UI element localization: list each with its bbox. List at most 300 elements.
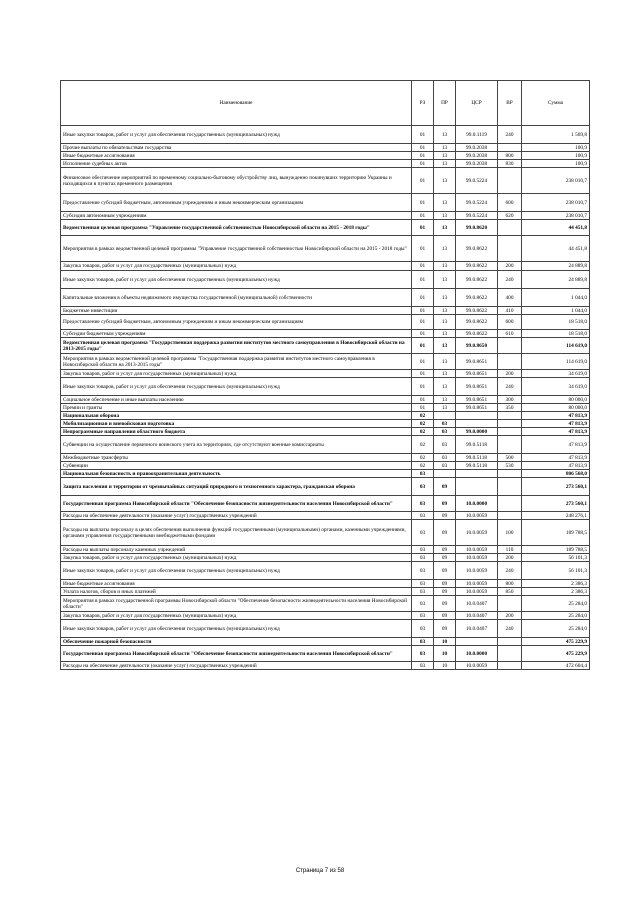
cell-csr: 99.0.8622	[456, 307, 498, 315]
cell-csr: 10.0.0059	[456, 562, 498, 580]
cell-rz: 02	[412, 462, 434, 470]
cell-sum: 1 569,8	[522, 126, 590, 144]
header-pr: ПР	[434, 81, 456, 126]
cell-rz: 03	[412, 662, 434, 670]
cell-csr: 10.0.0059	[456, 580, 498, 588]
cell-pr: 13	[434, 396, 456, 404]
table-row	[61, 144, 590, 152]
cell-rz: 03	[412, 596, 434, 612]
cell-sum: 56 101,3	[522, 554, 590, 562]
table-row	[61, 546, 590, 554]
cell-name: Финансовое обеспечение мероприятий по временному социально-бытовому обустройству лиц, вынужденно покинувших территорию Украины и находящихся в пунктах временного размещения	[61, 168, 412, 194]
table-row	[61, 462, 590, 470]
cell-rz: 02	[412, 428, 434, 436]
cell-csr: 99.0.8651	[456, 354, 498, 370]
cell-vr: 240	[498, 620, 522, 638]
cell-sum: 238 010,7	[522, 168, 590, 194]
cell-sum: 18 518,0	[522, 315, 590, 330]
cell-sum: 472 604,4	[522, 662, 590, 670]
cell-csr: 99.0.8651	[456, 370, 498, 378]
cell-pr: 09	[434, 520, 456, 546]
cell-pr: 03	[434, 420, 456, 428]
cell-pr: 09	[434, 554, 456, 562]
cell-pr: 09	[434, 580, 456, 588]
table-row	[61, 588, 590, 596]
table-row	[61, 262, 590, 271]
cell-csr: 99.0.5118	[456, 436, 498, 454]
cell-sum: 47 813,9	[522, 462, 590, 470]
cell-pr	[434, 412, 456, 420]
cell-csr: 99.0.1119	[456, 126, 498, 144]
cell-rz: 01	[412, 404, 434, 412]
cell-pr: 09	[434, 496, 456, 512]
cell-pr: 13	[434, 330, 456, 338]
cell-rz: 01	[412, 370, 434, 378]
cell-csr: 99.0.5118	[456, 454, 498, 462]
cell-sum: 475 229,9	[522, 638, 590, 646]
cell-csr: 99.0.8651	[456, 378, 498, 396]
cell-rz: 01	[412, 378, 434, 396]
table-row	[61, 612, 590, 620]
table-row	[61, 454, 590, 462]
cell-name: Ведомственная целевая программа "Управление государственной собственностью Новосибирской области на 2015 - 2018 годы"	[61, 220, 412, 236]
cell-rz: 01	[412, 194, 434, 212]
cell-name: Ведомственная целевая программа "Государственная поддержка развития институтов местного самоуправления в Новосибирской области на 2013-2015 годы"	[61, 338, 412, 354]
cell-rz: 01	[412, 144, 434, 152]
cell-csr: 99.0.5118	[456, 462, 498, 470]
cell-vr	[498, 436, 522, 454]
cell-csr: 10.0.0000	[456, 496, 498, 512]
table-row	[61, 520, 590, 546]
table-row	[61, 168, 590, 194]
cell-csr: 10.0.0000	[456, 646, 498, 662]
cell-rz: 02	[412, 420, 434, 428]
cell-vr: 240	[498, 126, 522, 144]
cell-name: Непрограммные направления областного бюджета	[61, 428, 412, 436]
cell-vr: 610	[498, 330, 522, 338]
table-row	[61, 470, 590, 478]
cell-pr: 13	[434, 160, 456, 168]
cell-pr: 10	[434, 662, 456, 670]
cell-rz: 01	[412, 354, 434, 370]
cell-sum: 25 284,0	[522, 612, 590, 620]
table-row	[61, 428, 590, 436]
cell-vr	[498, 236, 522, 262]
table-row	[61, 420, 590, 428]
cell-sum: 47 813,9	[522, 436, 590, 454]
table-row	[61, 271, 590, 289]
cell-rz: 02	[412, 454, 434, 462]
cell-name: Расходы на выплаты персоналу в целях обеспечения выполнения функций государственными (муниципальными) органами, казенными учреждениями, органами управления государственными внебюджетными фондами	[61, 520, 412, 546]
table-row	[61, 370, 590, 378]
cell-name: Предоставление субсидий бюджетным, автономным учреждениям и иным некоммерческим организациям	[61, 194, 412, 212]
cell-rz: 02	[412, 412, 434, 420]
budget-table	[60, 80, 590, 670]
cell-sum: 189 788,5	[522, 546, 590, 554]
cell-rz: 03	[412, 612, 434, 620]
cell-vr	[498, 412, 522, 420]
cell-name: Защита населения и территории от чрезвычайных ситуаций природного и техногенного характера, гражданская оборона	[61, 478, 412, 496]
table-row	[61, 412, 590, 420]
cell-csr: 99.0.5224	[456, 194, 498, 212]
cell-pr: 09	[434, 546, 456, 554]
cell-sum: 47 813,9	[522, 454, 590, 462]
cell-pr: 09	[434, 620, 456, 638]
table-row	[61, 194, 590, 212]
cell-csr	[456, 478, 498, 496]
cell-vr	[498, 470, 522, 478]
table-row	[61, 354, 590, 370]
cell-vr: 240	[498, 378, 522, 396]
cell-rz: 01	[412, 236, 434, 262]
cell-sum: 47 813,9	[522, 420, 590, 428]
cell-rz: 02	[412, 436, 434, 454]
cell-sum: 34 619,0	[522, 378, 590, 396]
cell-pr: 13	[434, 338, 456, 354]
cell-pr: 13	[434, 354, 456, 370]
cell-pr: 13	[434, 404, 456, 412]
cell-name: Уплата налогов, сборов и иных платежей	[61, 588, 412, 596]
cell-rz: 03	[412, 646, 434, 662]
cell-csr: 99.0.0000	[456, 428, 498, 436]
cell-rz: 03	[412, 562, 434, 580]
header-name: Наименование	[61, 81, 412, 126]
cell-vr: 850	[498, 588, 522, 596]
cell-rz: 01	[412, 396, 434, 404]
cell-pr: 03	[434, 462, 456, 470]
header-rz: РЗ	[412, 81, 434, 126]
cell-sum: 44 451,8	[522, 220, 590, 236]
cell-sum: 2 386,3	[522, 588, 590, 596]
cell-csr: 99.0.2038	[456, 152, 498, 160]
table-row	[61, 554, 590, 562]
cell-sum: 47 813,9	[522, 428, 590, 436]
cell-pr: 13	[434, 307, 456, 315]
cell-name: Бюджетные инвестиции	[61, 307, 412, 315]
cell-pr: 10	[434, 638, 456, 646]
cell-vr	[498, 646, 522, 662]
cell-csr: 99.0.8651	[456, 404, 498, 412]
cell-name: Национальная безопасность и правоохранительная деятельность	[61, 470, 412, 478]
cell-name: Субсидии автономным учреждениям	[61, 212, 412, 220]
cell-vr: 200	[498, 262, 522, 271]
cell-name: Закупка товаров, работ и услуг для государственных (муниципальных) нужд	[61, 370, 412, 378]
cell-vr: 400	[498, 289, 522, 307]
cell-csr	[456, 412, 498, 420]
cell-rz: 01	[412, 262, 434, 271]
cell-vr	[498, 354, 522, 370]
cell-rz: 01	[412, 271, 434, 289]
cell-vr: 110	[498, 546, 522, 554]
cell-csr: 99.0.2038	[456, 144, 498, 152]
cell-vr: 800	[498, 152, 522, 160]
cell-name: Иные закупки товаров, работ и услуг для обеспечения государственных (муниципальных) нужд	[61, 126, 412, 144]
table-row	[61, 404, 590, 412]
table-row	[61, 378, 590, 396]
cell-pr: 13	[434, 370, 456, 378]
cell-name: Мероприятия в рамках ведомственной целевой программы "Государственная поддержка развития институтов местного самоуправления в Новосибирской области на 2013-2015 годы"	[61, 354, 412, 370]
cell-rz: 01	[412, 126, 434, 144]
cell-vr: 200	[498, 370, 522, 378]
table-row	[61, 236, 590, 262]
table-row	[61, 289, 590, 307]
cell-rz: 01	[412, 212, 434, 220]
cell-sum: 1 044,0	[522, 307, 590, 315]
cell-vr	[498, 144, 522, 152]
cell-rz: 03	[412, 620, 434, 638]
cell-name: Закупка товаров, работ и услуг для государственных (муниципальных) нужд	[61, 612, 412, 620]
cell-rz: 03	[412, 520, 434, 546]
cell-pr: 13	[434, 236, 456, 262]
table-row	[61, 478, 590, 496]
cell-rz: 03	[412, 496, 434, 512]
cell-csr: 99.0.8651	[456, 396, 498, 404]
cell-vr: 410	[498, 307, 522, 315]
cell-name: Государственная программа Новосибирской области "Обеспечение безопасности жизнедеятельности населения Новосибирской области"	[61, 646, 412, 662]
cell-vr: 350	[498, 404, 522, 412]
table-row	[61, 512, 590, 520]
table-row	[61, 152, 590, 160]
cell-vr: 530	[498, 462, 522, 470]
cell-pr: 13	[434, 289, 456, 307]
cell-name: Национальная оборона	[61, 412, 412, 420]
cell-vr: 240	[498, 562, 522, 580]
cell-vr	[498, 428, 522, 436]
header-csr: ЦСР	[456, 81, 498, 126]
cell-vr: 300	[498, 396, 522, 404]
cell-pr: 09	[434, 478, 456, 496]
cell-sum: 2 386,3	[522, 580, 590, 588]
cell-vr: 830	[498, 160, 522, 168]
cell-vr	[498, 420, 522, 428]
cell-name: Субсидии бюджетным учреждениям	[61, 330, 412, 338]
cell-name: Субвенции на осуществление первичного воинского учета на территориях, где отсутствуют военные комиссариаты	[61, 436, 412, 454]
cell-csr: 10.0.0059	[456, 588, 498, 596]
cell-rz: 01	[412, 220, 434, 236]
cell-pr: 09	[434, 562, 456, 580]
header-vr: ВР	[498, 81, 522, 126]
table-row	[61, 562, 590, 580]
cell-csr: 99.0.8622	[456, 289, 498, 307]
cell-name: Прочие выплаты по обязательствам государства	[61, 144, 412, 152]
cell-name: Мероприятия в рамках ведомственной целевой программы "Управление государственной собственностью Новосибирской области на 2015 - 2018 годы"	[61, 236, 412, 262]
cell-sum: 47 813,9	[522, 412, 590, 420]
cell-pr: 09	[434, 612, 456, 620]
table-body	[61, 126, 590, 670]
cell-pr: 13	[434, 262, 456, 271]
cell-sum: 80 000,0	[522, 396, 590, 404]
page-number: Страница 7 из 58	[295, 868, 345, 874]
cell-csr	[456, 470, 498, 478]
cell-csr: 99.0.8622	[456, 271, 498, 289]
table-row	[61, 315, 590, 330]
cell-vr	[498, 512, 522, 520]
table-row	[61, 620, 590, 638]
cell-sum: 114 619,0	[522, 354, 590, 370]
cell-name: Иные закупки товаров, работ и услуг для обеспечения государственных (муниципальных) нужд	[61, 620, 412, 638]
cell-rz: 01	[412, 307, 434, 315]
table-row	[61, 638, 590, 646]
cell-csr: 10.0.0059	[456, 520, 498, 546]
cell-vr: 600	[498, 315, 522, 330]
table-row	[61, 596, 590, 612]
cell-pr: 13	[434, 194, 456, 212]
cell-rz: 03	[412, 638, 434, 646]
cell-name: Межбюджетные трансферты	[61, 454, 412, 462]
table-row	[61, 496, 590, 512]
cell-vr: 600	[498, 194, 522, 212]
cell-pr: 13	[434, 126, 456, 144]
cell-vr	[498, 220, 522, 236]
cell-vr	[498, 496, 522, 512]
cell-pr: 13	[434, 220, 456, 236]
cell-name: Иные закупки товаров, работ и услуг для обеспечения государственных (муниципальных) нужд	[61, 271, 412, 289]
cell-sum: 189 788,5	[522, 520, 590, 546]
cell-name: Закупка товаров, работ и услуг для государственных (муниципальных) нужд	[61, 554, 412, 562]
cell-rz: 01	[412, 168, 434, 194]
cell-rz: 03	[412, 546, 434, 554]
cell-rz: 03	[412, 470, 434, 478]
cell-pr: 09	[434, 512, 456, 520]
cell-sum: 1 044,0	[522, 289, 590, 307]
cell-sum: 100,9	[522, 160, 590, 168]
cell-vr: 240	[498, 271, 522, 289]
cell-name: Иные бюджетные ассигнования	[61, 580, 412, 588]
table-row	[61, 662, 590, 670]
cell-vr	[498, 662, 522, 670]
cell-name: Капитальные вложения в объекты недвижимого имущества государственной (муниципальной) собственности	[61, 289, 412, 307]
cell-csr	[456, 420, 498, 428]
cell-pr: 03	[434, 436, 456, 454]
cell-csr: 99.0.8622	[456, 262, 498, 271]
table-row	[61, 307, 590, 315]
cell-vr: 200	[498, 554, 522, 562]
cell-csr: 99.0.8622	[456, 236, 498, 262]
cell-name: Расходы на обеспечение деятельности (оказание услуг) государственных учреждений	[61, 512, 412, 520]
table-row	[61, 330, 590, 338]
cell-sum: 806 568,0	[522, 470, 590, 478]
cell-csr: 99.0.8620	[456, 220, 498, 236]
cell-name: Мероприятия в рамках государственной программы Новосибирской области "Обеспечение безопасности жизнедеятельности населения Новосибирской области"	[61, 596, 412, 612]
cell-name: Обеспечение пожарной безопасности	[61, 638, 412, 646]
cell-name: Закупка товаров, работ и услуг для государственных (муниципальных) нужд	[61, 262, 412, 271]
cell-csr: 99.0.8650	[456, 338, 498, 354]
cell-rz: 03	[412, 512, 434, 520]
cell-name: Премии и гранты	[61, 404, 412, 412]
table-row	[61, 646, 590, 662]
cell-vr	[498, 478, 522, 496]
cell-sum: 273 560,1	[522, 496, 590, 512]
cell-rz: 03	[412, 554, 434, 562]
cell-sum: 100,9	[522, 152, 590, 160]
cell-vr: 800	[498, 580, 522, 588]
cell-vr: 200	[498, 612, 522, 620]
cell-name: Иные бюджетные ассигнования	[61, 152, 412, 160]
cell-csr: 10.0.0407	[456, 612, 498, 620]
cell-name: Государственная программа Новосибирской области "Обеспечение безопасности жизнедеятельности населения Новосибирской области"	[61, 496, 412, 512]
table-row	[61, 396, 590, 404]
cell-rz: 01	[412, 338, 434, 354]
cell-rz: 03	[412, 478, 434, 496]
cell-vr: 620	[498, 212, 522, 220]
cell-csr	[456, 638, 498, 646]
table-header-row	[61, 81, 590, 126]
cell-name: Расходы на обеспечение деятельности (оказание услуг) государственных учреждений	[61, 662, 412, 670]
cell-vr	[498, 338, 522, 354]
cell-pr: 13	[434, 271, 456, 289]
cell-pr	[434, 470, 456, 478]
cell-pr: 10	[434, 646, 456, 662]
cell-sum: 114 619,0	[522, 338, 590, 354]
cell-sum: 56 101,3	[522, 562, 590, 580]
cell-csr: 99.0.5224	[456, 168, 498, 194]
cell-name: Мобилизационная и вневойсковая подготовка	[61, 420, 412, 428]
cell-pr: 03	[434, 428, 456, 436]
cell-name: Предоставление субсидий бюджетным, автономным учреждениям и иным некоммерческим организациям	[61, 315, 412, 330]
cell-vr: 500	[498, 454, 522, 462]
cell-vr: 100	[498, 520, 522, 546]
cell-sum: 273 560,1	[522, 478, 590, 496]
cell-sum: 24 889,8	[522, 262, 590, 271]
cell-vr	[498, 168, 522, 194]
cell-csr: 99.0.8622	[456, 330, 498, 338]
table-row	[61, 436, 590, 454]
cell-csr: 10.0.0059	[456, 512, 498, 520]
cell-sum: 18 518,0	[522, 330, 590, 338]
cell-sum: 34 619,0	[522, 370, 590, 378]
cell-pr: 13	[434, 212, 456, 220]
cell-sum: 238 010,7	[522, 212, 590, 220]
cell-name: Иные закупки товаров, работ и услуг для обеспечения государственных (муниципальных) нужд	[61, 562, 412, 580]
cell-pr: 09	[434, 588, 456, 596]
cell-rz: 01	[412, 289, 434, 307]
cell-rz: 01	[412, 160, 434, 168]
table-row	[61, 160, 590, 168]
cell-csr: 10.0.0407	[456, 620, 498, 638]
cell-pr: 13	[434, 315, 456, 330]
cell-sum: 238 010,7	[522, 194, 590, 212]
cell-vr	[498, 596, 522, 612]
cell-sum: 100,9	[522, 144, 590, 152]
cell-name: Субвенции	[61, 462, 412, 470]
cell-name: Расходы на выплаты персоналу казенных учреждений	[61, 546, 412, 554]
cell-csr: 99.0.5224	[456, 212, 498, 220]
cell-sum: 475 229,9	[522, 646, 590, 662]
cell-sum: 25 284,0	[522, 620, 590, 638]
cell-pr: 13	[434, 152, 456, 160]
cell-sum: 44 451,8	[522, 236, 590, 262]
cell-sum: 80 000,0	[522, 404, 590, 412]
cell-csr: 10.0.0059	[456, 554, 498, 562]
cell-pr: 13	[434, 144, 456, 152]
table-row	[61, 126, 590, 144]
cell-pr: 03	[434, 454, 456, 462]
cell-rz: 01	[412, 330, 434, 338]
cell-csr: 10.0.0059	[456, 546, 498, 554]
header-sum: Сумма	[522, 81, 590, 126]
cell-name: Социальное обеспечение и иные выплаты населению	[61, 396, 412, 404]
cell-name: Иные закупки товаров, работ и услуг для обеспечения государственных (муниципальных) нужд	[61, 378, 412, 396]
cell-pr: 13	[434, 168, 456, 194]
cell-csr: 10.0.0407	[456, 596, 498, 612]
table-row	[61, 338, 590, 354]
table-row	[61, 212, 590, 220]
cell-rz: 01	[412, 315, 434, 330]
cell-rz: 03	[412, 588, 434, 596]
table-row	[61, 580, 590, 588]
cell-pr: 09	[434, 596, 456, 612]
cell-csr: 99.0.8622	[456, 315, 498, 330]
